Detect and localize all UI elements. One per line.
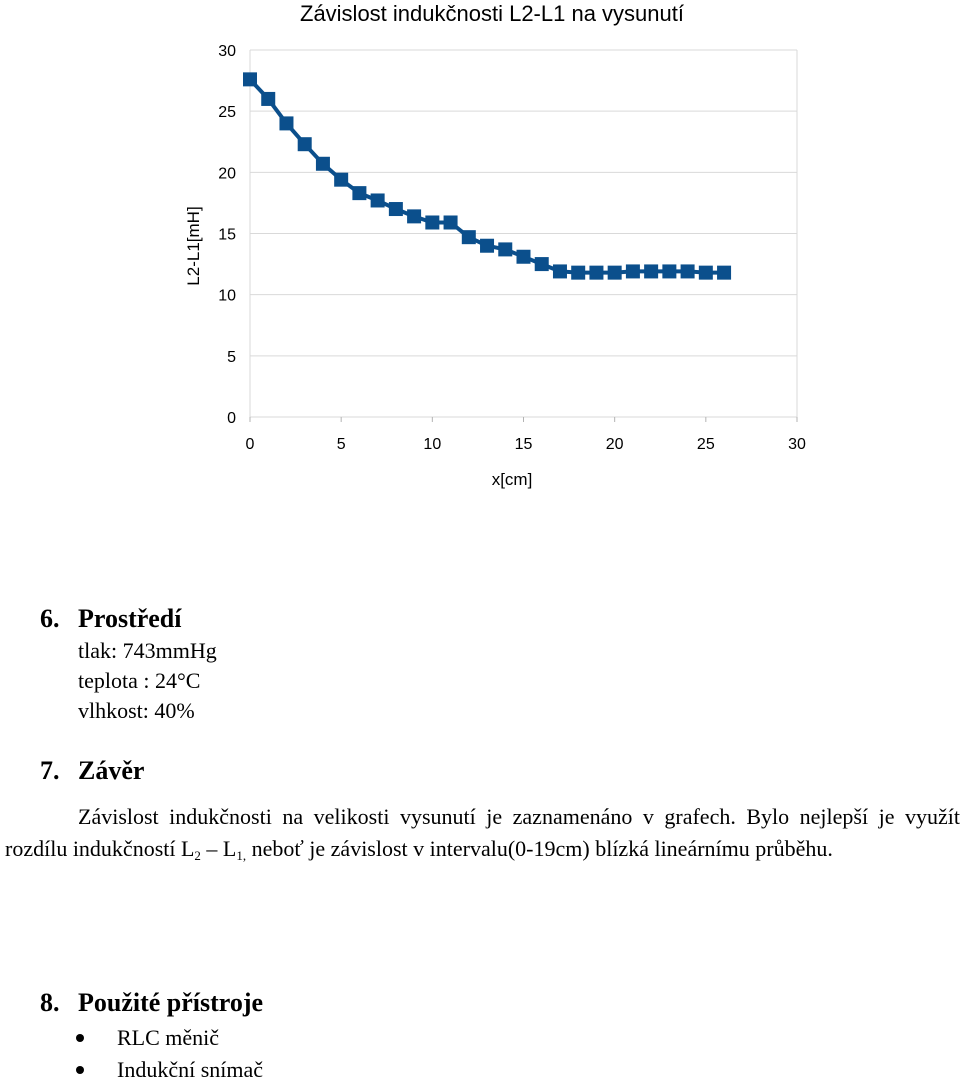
- subscript-2: 2: [194, 848, 201, 863]
- data-point-marker: [681, 264, 695, 278]
- x-tick-label: 5: [336, 436, 346, 453]
- y-tick-label: 30: [218, 43, 236, 60]
- x-tick-label: 10: [423, 436, 442, 453]
- x-axis-ticks: [246, 417, 806, 453]
- humidity-line: vlhkost: 40%: [78, 698, 195, 723]
- data-point-marker: [498, 242, 512, 256]
- data-point-marker: [261, 92, 275, 106]
- conclusion-text-2: – L: [200, 836, 237, 861]
- section-6-number: 6.: [40, 604, 60, 633]
- bullet-icon: [76, 1066, 84, 1074]
- section-7-title: Závěr: [78, 756, 145, 785]
- section-8-number: 8.: [40, 988, 60, 1017]
- data-point-marker: [279, 116, 293, 130]
- data-point-marker: [571, 266, 585, 280]
- data-point-marker: [717, 266, 731, 280]
- y-tick-label: 5: [227, 348, 236, 366]
- chart-title: Závislost indukčnosti L2-L1 na vysunutí: [300, 1, 684, 26]
- data-point-marker: [553, 264, 567, 278]
- x-tick-label: 20: [605, 436, 624, 453]
- y-tick-label: 20: [218, 165, 236, 183]
- data-point-marker: [425, 215, 439, 229]
- y-tick-label: 15: [218, 226, 236, 244]
- x-tick-label: 30: [788, 436, 806, 453]
- section-6-title: Prostředí: [78, 604, 182, 633]
- data-point-marker: [371, 193, 385, 207]
- section-7-number: 7.: [40, 756, 60, 785]
- data-point-marker: [662, 264, 676, 278]
- section-6-heading: [40, 604, 182, 634]
- conclusion-text-3: neboť je závislost v intervalu(0-19cm) blízká lineárnímu průběhu.: [246, 836, 833, 861]
- bullet-icon: [76, 1034, 84, 1042]
- data-point-marker: [389, 202, 403, 216]
- instrument-1: RLC měnič: [117, 1025, 220, 1050]
- data-point-marker: [243, 72, 257, 86]
- pressure-line: tlak: 743mmHg: [78, 638, 217, 663]
- series-l2-l1: [243, 72, 731, 279]
- y-axis-label: L2-L1[mH]: [184, 206, 203, 286]
- y-tick-label: 0: [227, 410, 236, 427]
- line-chart: [0, 0, 960, 520]
- data-point-marker: [626, 264, 640, 278]
- instrument-2: Indukční snímač: [117, 1057, 264, 1082]
- data-point-marker: [644, 264, 658, 278]
- section-7-heading: [40, 756, 144, 786]
- data-point-marker: [407, 209, 421, 223]
- conclusion-text-1: Závislost indukčnosti na velikosti vysunutí je zaznamenáno v grafech. Bylo nejlepší je využít rozdílu indukčností L: [5, 804, 960, 861]
- x-tick-label: 15: [514, 436, 533, 453]
- subscript-1: 1,: [236, 848, 247, 863]
- section-8-title: Použité přístroje: [78, 988, 264, 1017]
- data-point-marker: [462, 230, 476, 244]
- data-point-marker: [589, 266, 603, 280]
- y-tick-label: 10: [218, 287, 236, 305]
- x-tick-label: 0: [245, 436, 255, 453]
- data-point-marker: [352, 186, 366, 200]
- data-point-marker: [608, 266, 622, 280]
- data-point-marker: [699, 266, 713, 280]
- data-point-marker: [517, 250, 531, 264]
- data-point-marker: [298, 137, 312, 151]
- y-tick-label: 25: [218, 104, 236, 122]
- section-8-heading: [40, 988, 263, 1018]
- temperature-line: teplota : 24°C: [78, 668, 201, 693]
- y-axis-ticks: [218, 43, 236, 427]
- data-point-marker: [444, 215, 458, 229]
- data-point-marker: [316, 157, 330, 171]
- grid: [250, 50, 797, 417]
- conclusion-paragraph: [5, 801, 960, 868]
- data-point-marker: [535, 257, 549, 271]
- data-point-marker: [480, 239, 494, 253]
- x-tick-label: 25: [696, 436, 715, 453]
- x-axis-label: x[cm]: [491, 470, 533, 489]
- data-point-marker: [334, 173, 348, 187]
